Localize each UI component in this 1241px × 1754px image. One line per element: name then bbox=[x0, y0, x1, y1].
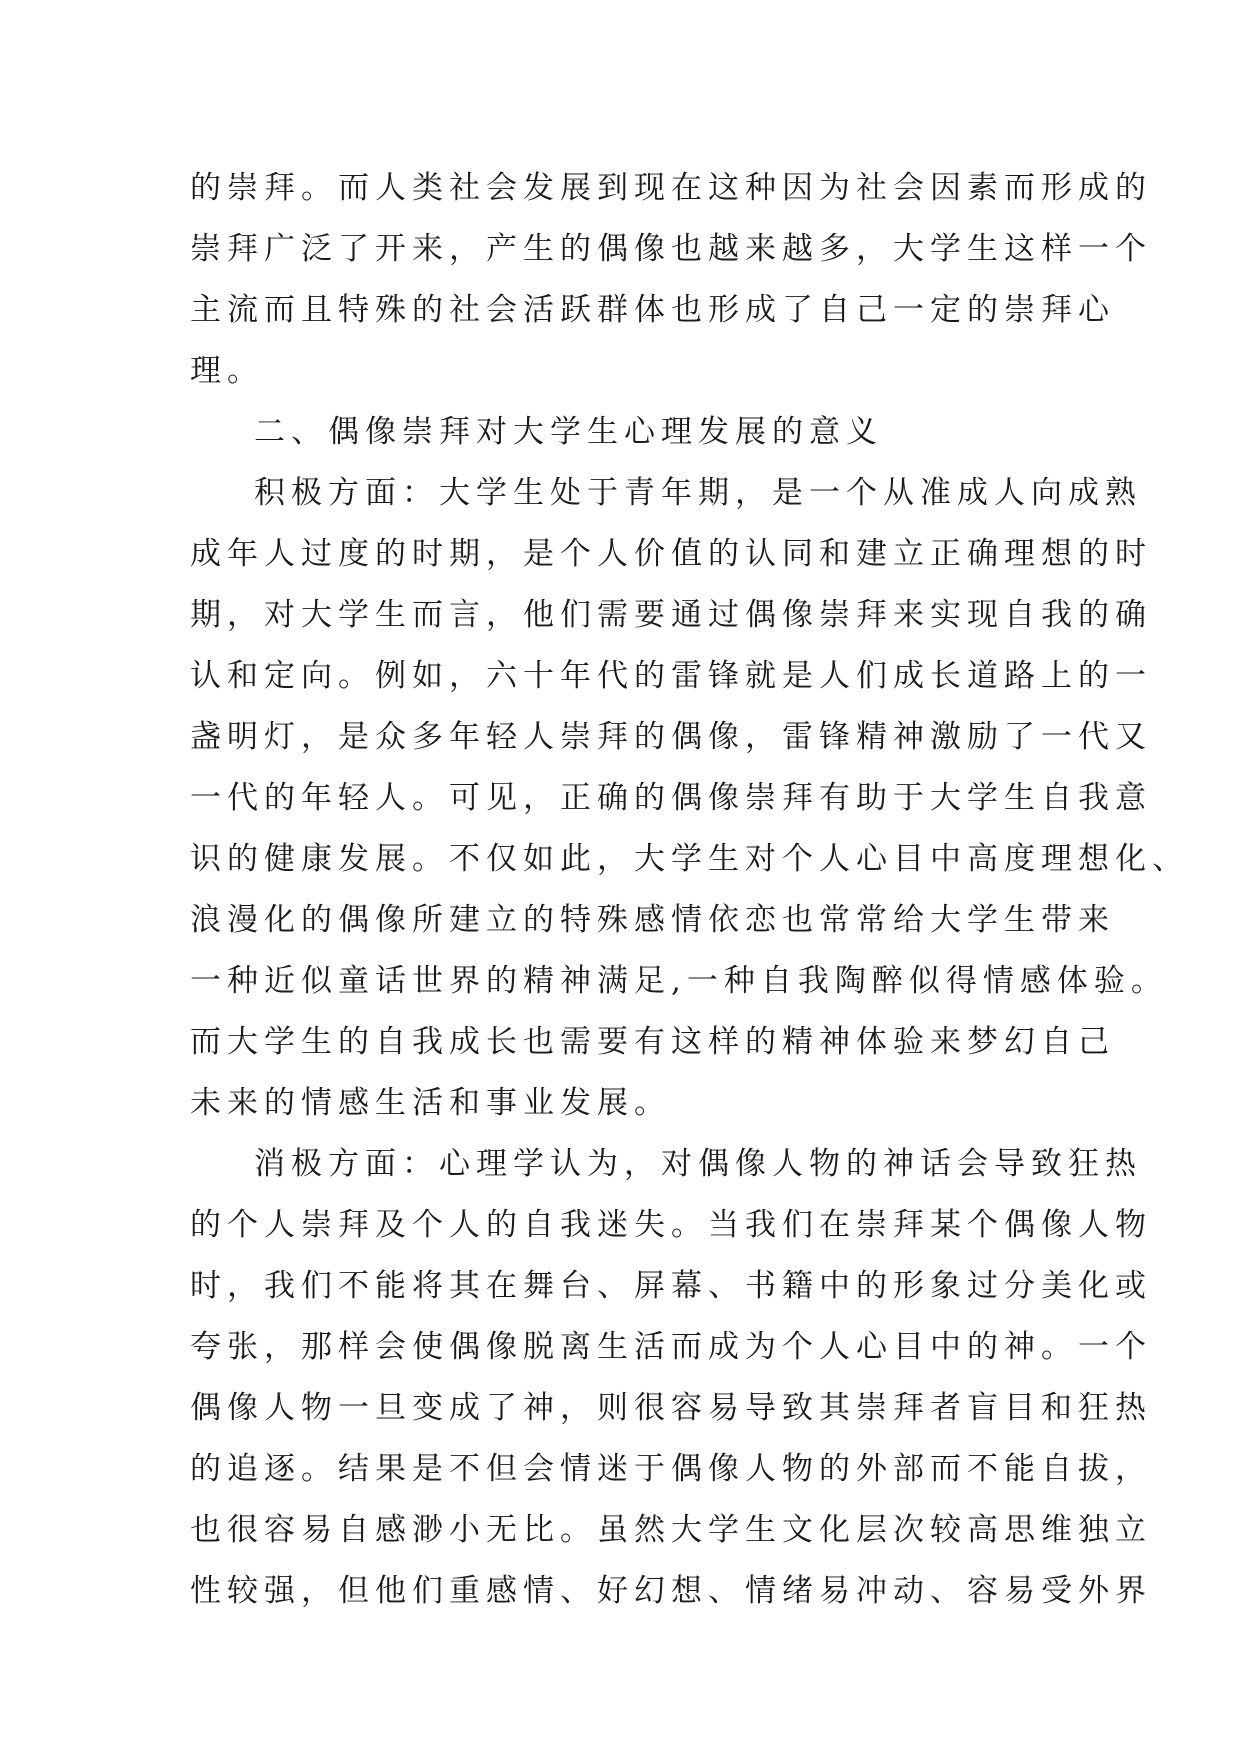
text-line: 一代的年轻人。可见，正确的偶像崇拜有助于大学生自我意 bbox=[190, 780, 1152, 816]
text-line: 的个人崇拜及个人的自我迷失。当我们在崇拜某个偶像人物 bbox=[190, 1207, 1152, 1243]
text-line: 期，对大学生而言，他们需要通过偶像崇拜来实现自我的确 bbox=[190, 597, 1152, 633]
text-line: 盏明灯，是众多年轻人崇拜的偶像，雷锋精神激励了一代又 bbox=[190, 719, 1152, 755]
paragraph-positive bbox=[190, 463, 1189, 1134]
text-line: 而大学生的自我成长也需要有这样的精神体验来梦幻自己 bbox=[190, 1024, 1115, 1060]
text-line: 的追逐。结果是不但会情迷于偶像人物的外部而不能自拔， bbox=[190, 1451, 1152, 1487]
text-line: 崇拜广泛了开来，产生的偶像也越来越多，大学生这样一个 bbox=[190, 231, 1152, 267]
text-line: 识的健康发展。不仅如此，大学生对个人心目中高度理想化、 bbox=[190, 841, 1189, 877]
text-line: 认和定向。例如，六十年代的雷锋就是人们成长道路上的一 bbox=[190, 658, 1152, 694]
text-line: 时，我们不能将其在舞台、屏幕、书籍中的形象过分美化或 bbox=[190, 1268, 1152, 1304]
text-line: 理。 bbox=[190, 353, 264, 389]
text-line: 成年人过度的时期，是个人价值的认同和建立正确理想的时 bbox=[190, 536, 1152, 572]
text-line: 一种近似童话世界的精神满足,一种自我陶醉似得情感体验。 bbox=[190, 963, 1168, 999]
text-line: 消极方面：心理学认为，对偶像人物的神话会导致狂热 bbox=[254, 1146, 1142, 1182]
text-line: 未来的情感生活和事业发展。 bbox=[190, 1085, 671, 1121]
text-line: 夸张，那样会使偶像脱离生活而成为个人心目中的神。一个 bbox=[190, 1329, 1152, 1365]
paragraph-intro bbox=[190, 158, 1152, 402]
section-heading: 二、偶像崇拜对大学生心理发展的意义 bbox=[254, 414, 883, 450]
text-line: 积极方面：大学生处于青年期，是一个从准成人向成熟 bbox=[254, 475, 1142, 511]
text-line: 浪漫化的偶像所建立的特殊感情依恋也常常给大学生带来 bbox=[190, 902, 1115, 938]
text-line: 性较强，但他们重感情、好幻想、情绪易冲动、容易受外界 bbox=[190, 1573, 1152, 1609]
text-line: 主流而且特殊的社会活跃群体也形成了自己一定的崇拜心 bbox=[190, 292, 1115, 328]
paragraph-negative bbox=[190, 1134, 1152, 1622]
text-line: 也很容易自感渺小无比。虽然大学生文化层次较高思维独立 bbox=[190, 1512, 1152, 1548]
document-body bbox=[190, 158, 1189, 1622]
text-line: 的崇拜。而人类社会发展到现在这种因为社会因素而形成的 bbox=[190, 170, 1152, 206]
section-heading-block bbox=[190, 402, 1050, 463]
text-line: 偶像人物一旦变成了神，则很容易导致其崇拜者盲目和狂热 bbox=[190, 1390, 1152, 1426]
